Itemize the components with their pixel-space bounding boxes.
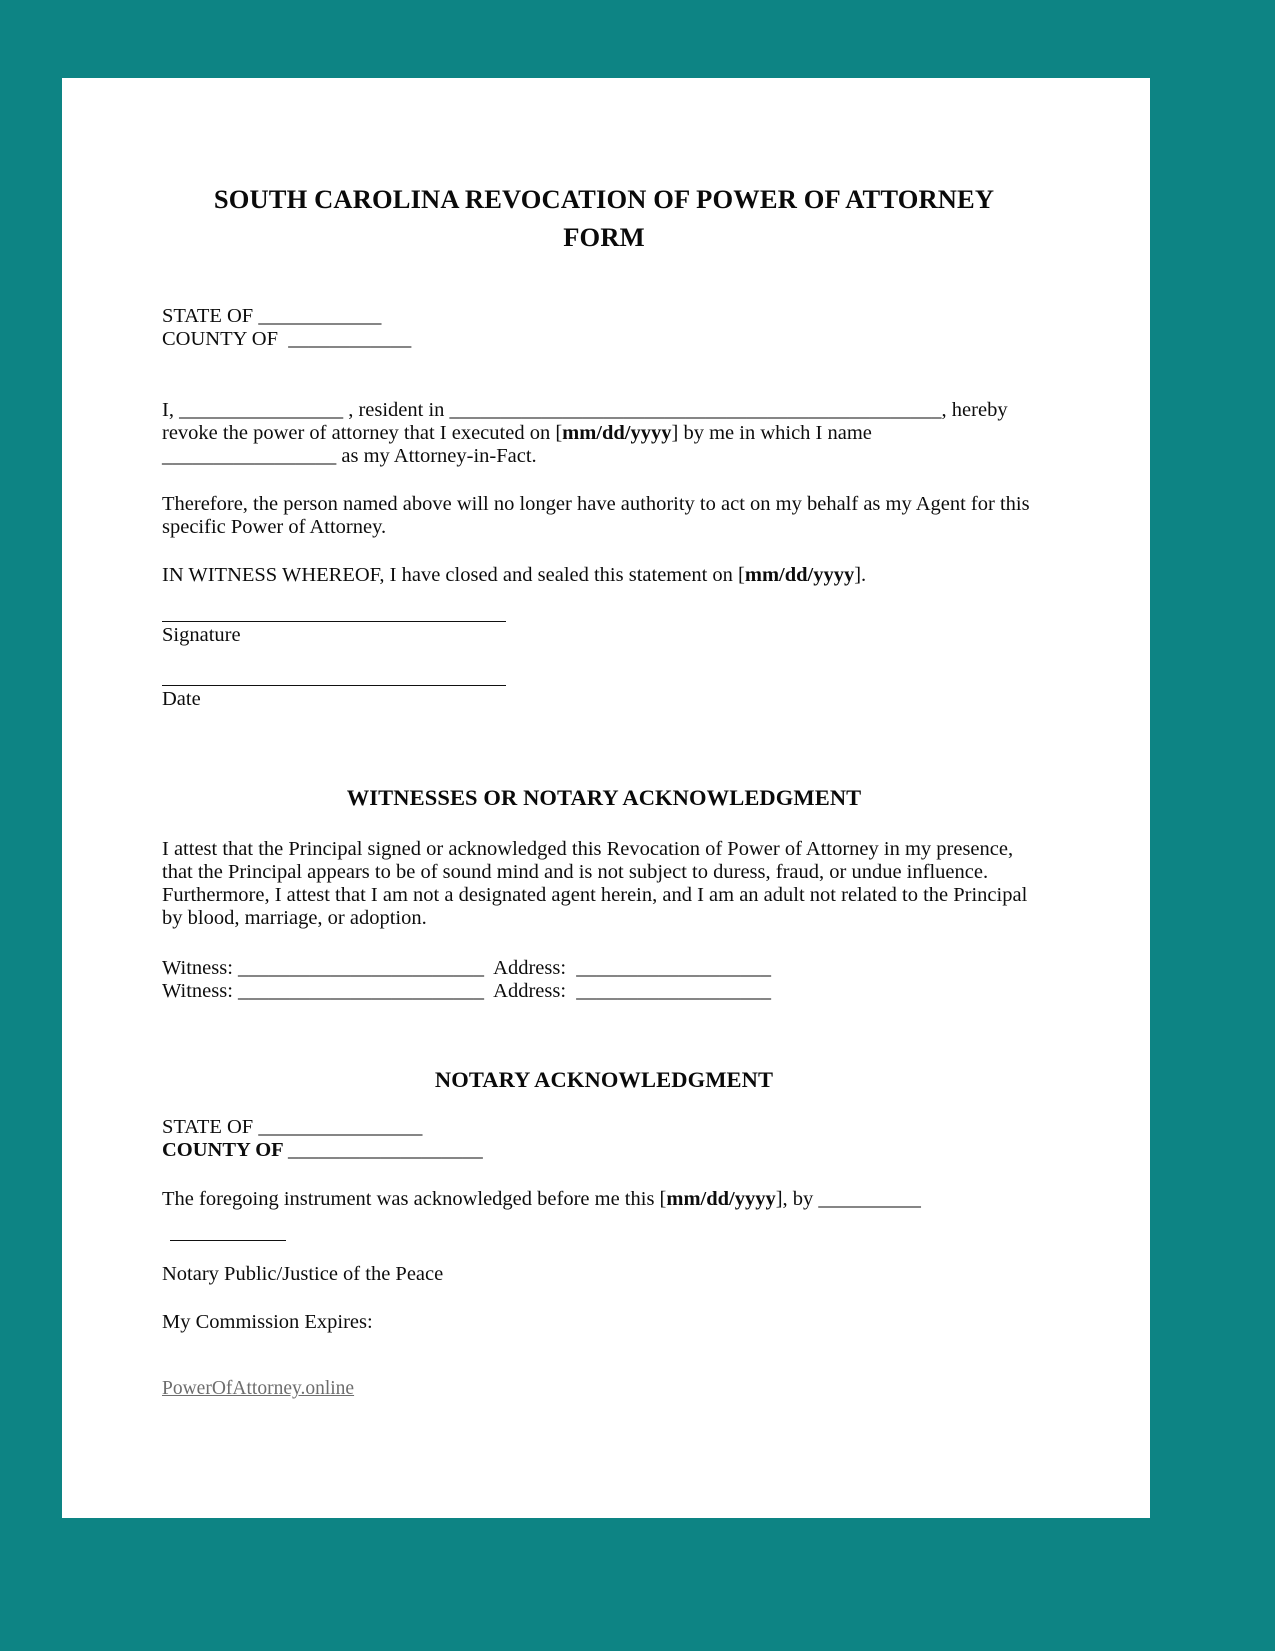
address-1-label: Address:: [484, 956, 577, 979]
notary-state-blank[interactable]: ________________: [258, 1115, 423, 1138]
document-page: [62, 78, 1150, 1518]
revocation-line1-prefix: I,: [162, 399, 180, 422]
address-2-blank[interactable]: ___________________: [576, 979, 772, 1002]
attorney-in-fact-blank[interactable]: _________________: [162, 445, 337, 468]
witness-2-label: Witness:: [162, 979, 239, 1002]
signature-label: Signature: [162, 623, 241, 646]
revocation-paragraph: [162, 399, 1046, 468]
signature-line[interactable]: [162, 621, 506, 622]
date-line[interactable]: [162, 685, 506, 686]
notary-county-blank[interactable]: ___________________: [288, 1138, 483, 1161]
address-1-blank[interactable]: ___________________: [576, 956, 772, 979]
witness-2-blank[interactable]: ________________________: [238, 979, 485, 1002]
residence-blank[interactable]: ________________________________________________: [449, 399, 942, 422]
witnesses-section-heading: WITNESSES OR NOTARY ACKNOWLEDGMENT: [346, 784, 862, 810]
revocation-line2-prefix: revoke the power of attorney that I executed on [: [162, 422, 563, 445]
venue-state-label: STATE OF: [162, 305, 259, 328]
address-2-label: Address:: [484, 979, 577, 1002]
notary-state-line: [162, 1116, 1046, 1139]
witness-1-label: Witness:: [162, 956, 239, 979]
venue-state-line: [162, 305, 1046, 328]
date-label: Date: [162, 688, 201, 711]
notary-signature-line[interactable]: [170, 1240, 286, 1241]
principal-name-blank[interactable]: ________________: [179, 399, 344, 422]
venue-county-line: [162, 328, 1046, 351]
commission-expires-label: My Commission Expires:: [162, 1311, 373, 1334]
notary-state-label: STATE OF: [162, 1115, 259, 1138]
footer: [162, 1334, 1046, 1400]
revocation-line1-suffix: , hereby: [941, 399, 1008, 422]
page-title: SOUTH CAROLINA REVOCATION OF POWER OF ATTORNEY FORM: [213, 184, 995, 252]
witness-1-blank[interactable]: ________________________: [238, 956, 485, 979]
attestation-paragraph: I attest that the Principal signed or acknowledged this Revocation of Power of Attorney in my presence, that the Principal appears to be of sound mind and is not subject to duress, fraud, or undue influence. Furthermore, I attest that I am not a designated agent herein, and I am an adult not related to the Principal by blood, marriage, or adoption.: [162, 837, 1028, 929]
notary-date-placeholder[interactable]: mm/dd/yyyy: [666, 1187, 776, 1210]
witness-whereof-date-placeholder[interactable]: mm/dd/yyyy: [744, 563, 855, 586]
therefore-paragraph: Therefore, the person named above will no longer have authority to act on my behalf as my Agent for this specific Power of Attorney.: [162, 493, 1030, 538]
document-content: [162, 78, 1046, 1400]
table-row: [162, 957, 1046, 980]
signature-block: [162, 621, 1046, 711]
venue-block: [162, 305, 1046, 351]
venue-county-blank[interactable]: ____________: [288, 328, 412, 351]
notary-county-line: [162, 1139, 1046, 1162]
witness-whereof-paragraph: [162, 564, 1046, 587]
notary-ack-suffix[interactable]: ], by __________: [775, 1187, 921, 1210]
revocation-line3-suffix: as my Attorney-in-Fact.: [336, 445, 537, 468]
witness-rows: [162, 957, 1046, 1003]
venue-county-label: COUNTY OF: [162, 328, 289, 351]
signature-spacer: [162, 646, 1046, 685]
notary-section-heading: NOTARY ACKNOWLEDGMENT: [434, 1066, 774, 1092]
notary-public-label: Notary Public/Justice of the Peace: [162, 1263, 444, 1286]
notary-ack-prefix: The foregoing instrument was acknowledged before me this [: [162, 1187, 667, 1210]
notary-acknowledgment-paragraph: [162, 1188, 1046, 1211]
table-row: [162, 980, 1046, 1003]
notary-venue-block: [162, 1116, 1046, 1162]
powerofattorney-link[interactable]: PowerOfAttorney.online: [162, 1378, 355, 1400]
venue-state-blank[interactable]: ____________: [258, 305, 382, 328]
witness-whereof-prefix: IN WITNESS WHEREOF, I have closed and sealed this statement on [: [162, 563, 745, 586]
witness-whereof-suffix: ].: [854, 563, 867, 586]
revocation-line1-mid: , resident in: [343, 399, 450, 422]
notary-county-label: COUNTY OF: [162, 1138, 289, 1161]
execution-date-placeholder[interactable]: mm/dd/yyyy: [562, 422, 672, 445]
revocation-line2-suffix: ] by me in which I name: [671, 422, 872, 445]
